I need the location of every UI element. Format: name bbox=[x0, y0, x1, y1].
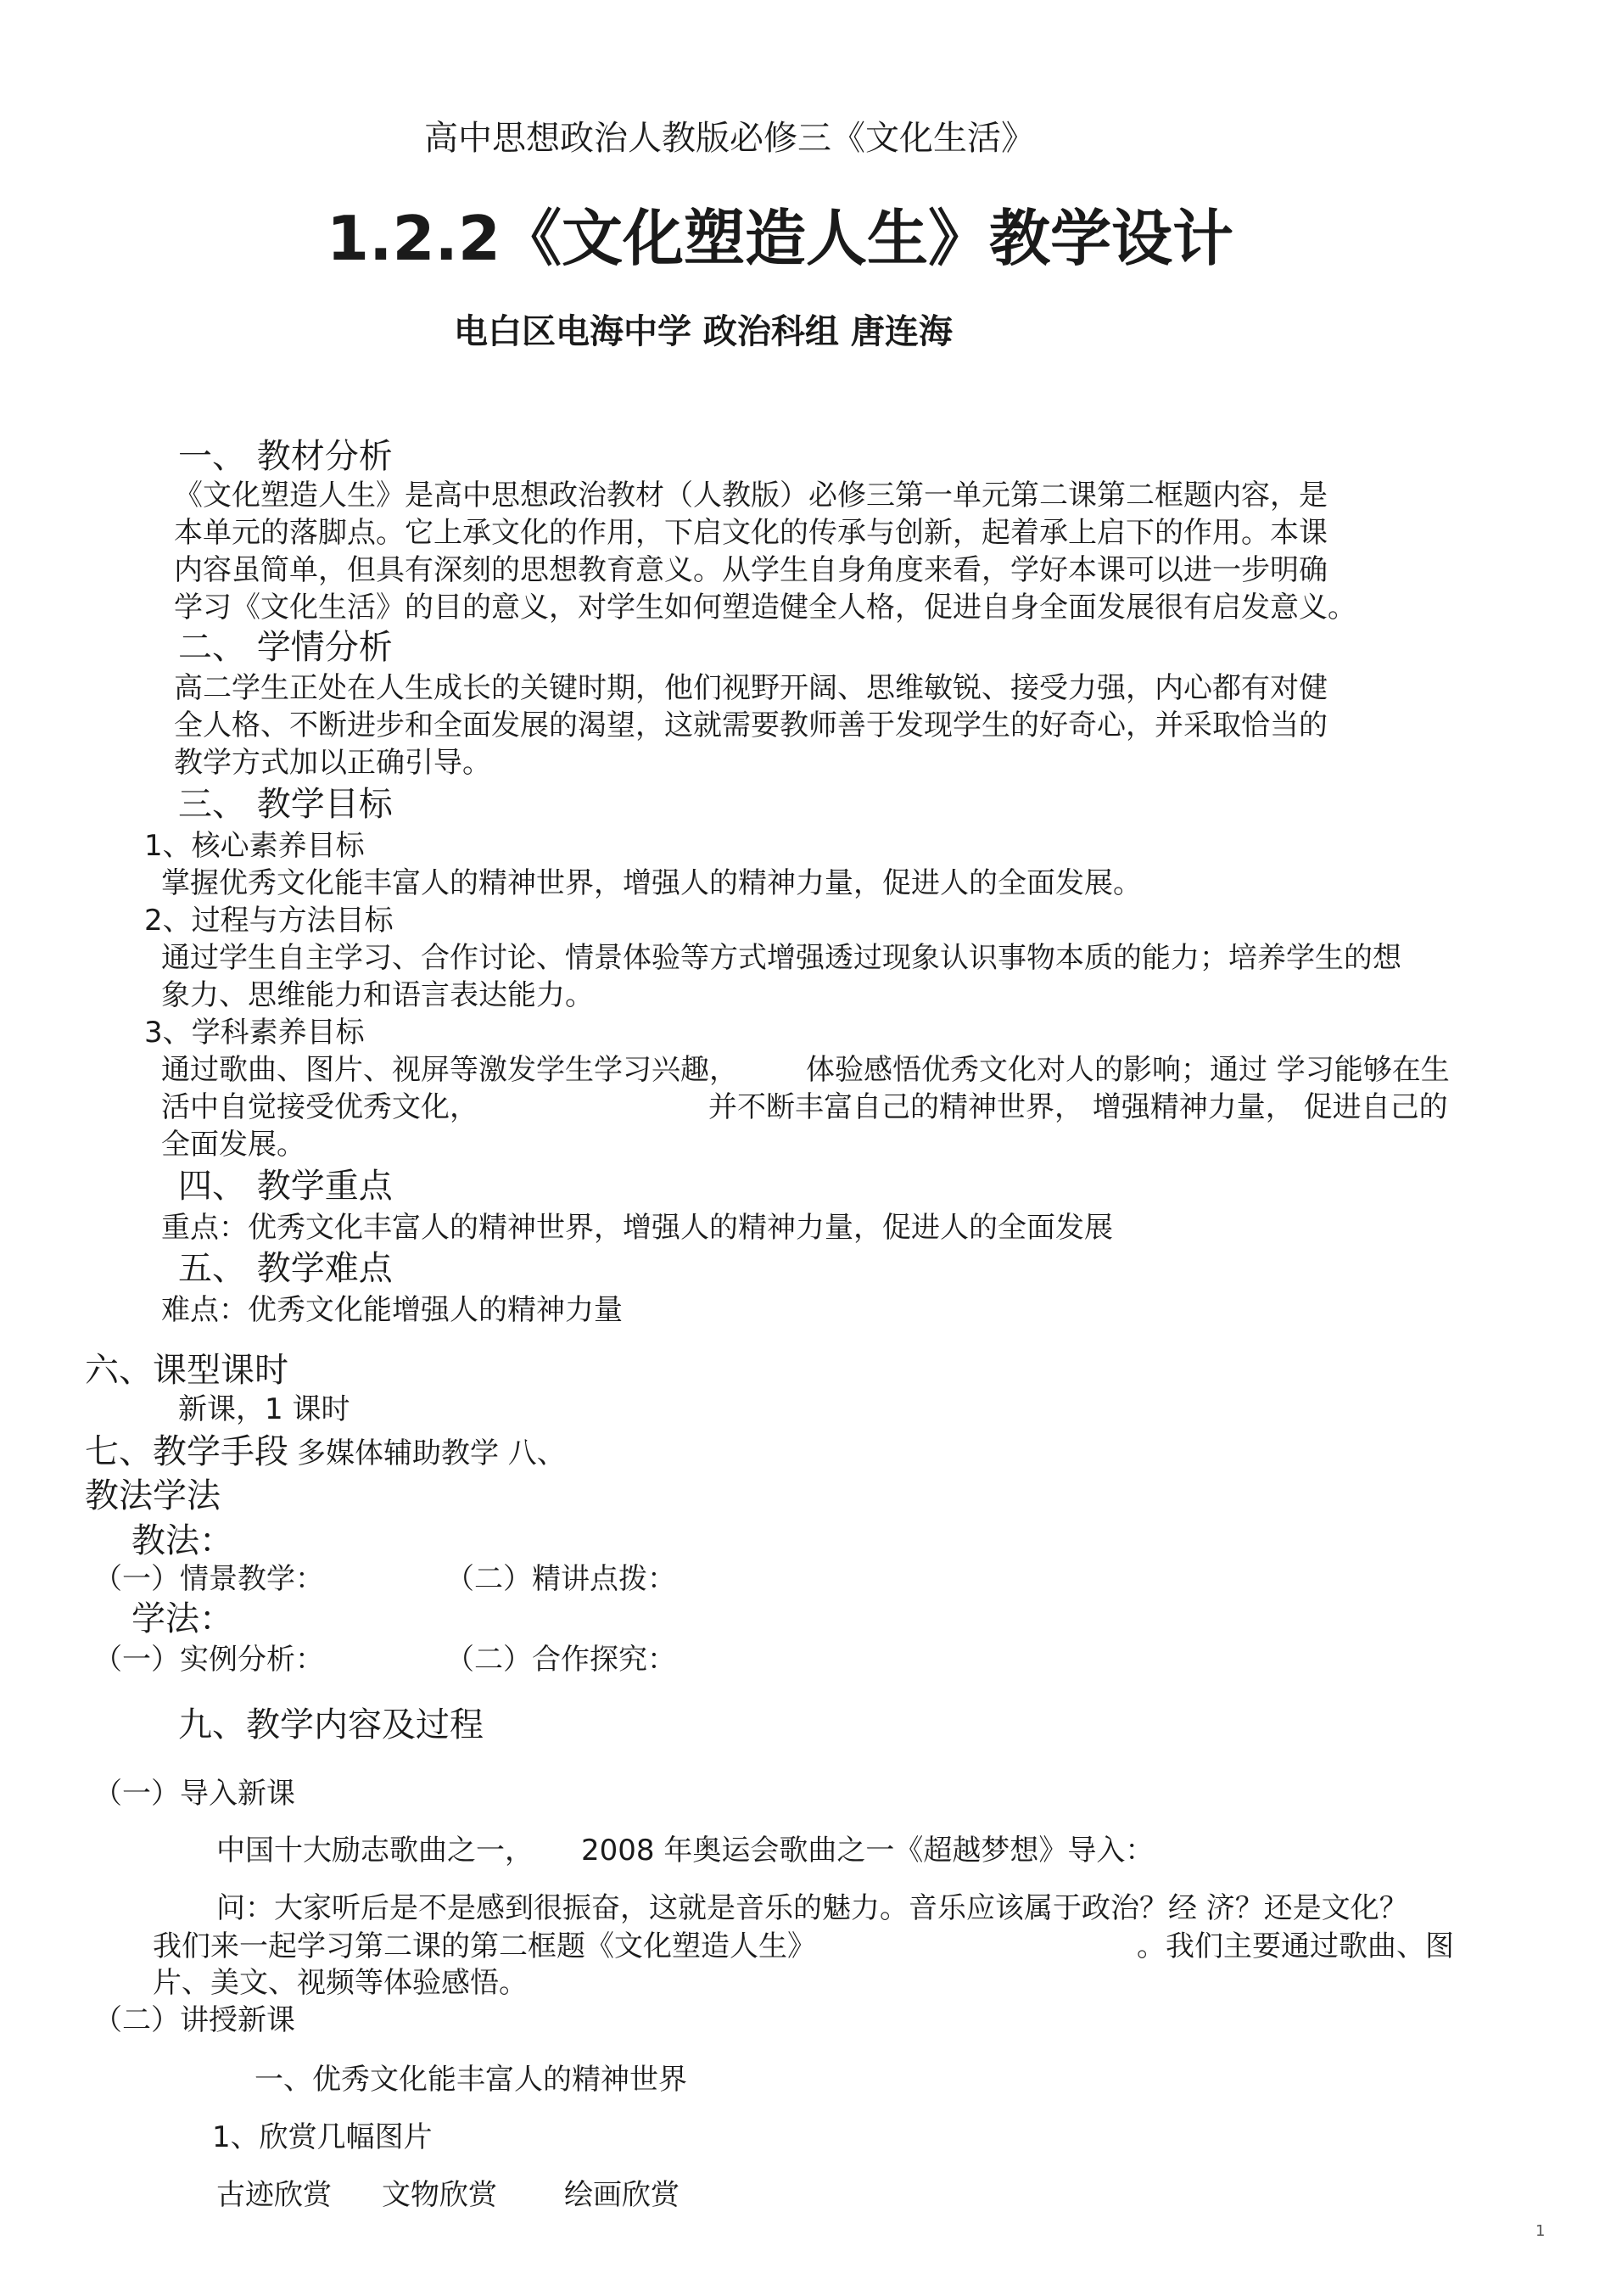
jiaofa-label: 教法： bbox=[131, 1521, 233, 1560]
s1-line-1: 《文化塑造人生》是高中思想政治教材（人教版）必修三第一单元第二课第二框题内容，是 bbox=[174, 479, 1328, 512]
section-8-heading: 教法学法 bbox=[85, 1476, 221, 1515]
goal-1-title: 1、核心素养目标 bbox=[144, 829, 365, 863]
intro-line-b: 2008 年奥运会歌曲之一《超越梦想》导入： bbox=[581, 1834, 1155, 1868]
s2-line-1: 高二学生正处在人生成长的关键时期，他们视野开阔、思维敏锐、接受力强，内心都有对健 bbox=[174, 671, 1328, 705]
intro-line-a: 中国十大励志歌曲之一， bbox=[216, 1834, 534, 1868]
subsection-1-1: 1、欣赏几幅图片 bbox=[212, 2120, 433, 2154]
s2-line-2: 全人格、不断进步和全面发展的渴望，这就需要教师善于发现学生的好奇心，并采取恰当的 bbox=[174, 708, 1328, 742]
section-5-heading: 五、 教学难点 bbox=[178, 1249, 393, 1288]
section-7-text: 多媒体辅助教学 八、 bbox=[297, 1436, 566, 1470]
question-line-2b: 。我们主要通过歌曲、图 bbox=[1137, 1929, 1454, 1963]
section-6-heading: 六、课型课时 bbox=[85, 1351, 288, 1390]
section-3-heading: 三、 教学目标 bbox=[178, 785, 393, 824]
new-lesson-title: （二）讲授新课 bbox=[93, 2003, 295, 2037]
goal-3-title: 3、学科素养目标 bbox=[144, 1016, 365, 1050]
page-number: 1 bbox=[1535, 2222, 1546, 2240]
s1-line-3: 内容虽简单，但具有深刻的思想教育意义。从学生自身角度来看，学好本课可以进一步明确 bbox=[174, 553, 1328, 587]
question-line-1: 问：大家听后是不是感到很振奋，这就是音乐的魅力。音乐应该属于政治？经 济？还是文化？ bbox=[216, 1891, 1408, 1925]
goal-3-line-3: 全面发展。 bbox=[161, 1128, 305, 1162]
top-title: 高中思想政治人教版必修三《文化生活》 bbox=[424, 119, 1035, 158]
section-9-heading: 九、教学内容及过程 bbox=[178, 1705, 484, 1744]
goal-2-line-1: 通过学生自主学习、合作讨论、情景体验等方式增强透过现象认识事物本质的能力；培养学生的想 bbox=[161, 941, 1401, 975]
section-7-heading: 七、教学手段 bbox=[85, 1432, 288, 1471]
goal-3-line-1a: 通过歌曲、图片、视屏等激发学生学习兴趣， bbox=[161, 1053, 738, 1087]
lesson-type-line: 新课，1 课时 bbox=[178, 1392, 350, 1426]
xuefa-item-2: （二）合作探究： bbox=[445, 1643, 676, 1677]
goal-1-line-1: 掌握优秀文化能丰富人的精神世界，增强人的精神力量，促进人的全面发展。 bbox=[161, 866, 1142, 900]
goal-3-line-2b: 并不断丰富自己的精神世界， 增强精神力量， 促进自己的 bbox=[708, 1090, 1448, 1124]
xuefa-item-1: （一）实例分析： bbox=[93, 1643, 324, 1677]
item-artifacts: 文物欣赏 bbox=[382, 2178, 497, 2212]
goal-2-title: 2、过程与方法目标 bbox=[144, 904, 394, 938]
question-line-2a: 我们来一起学习第二课的第二框题《文化塑造人生》 bbox=[153, 1929, 816, 1963]
s1-line-2: 本单元的落脚点。它上承文化的作用，下启文化的传承与创新，起着承上启下的作用。本课 bbox=[174, 516, 1328, 550]
subsection-1-title: 一、优秀文化能丰富人的精神世界 bbox=[254, 2063, 687, 2097]
question-line-3: 片、美文、视频等体验感悟。 bbox=[153, 1966, 528, 2000]
author-line: 电白区电海中学 政治科组 唐连海 bbox=[454, 312, 953, 351]
jiaofa-item-1: （一）情景教学： bbox=[93, 1562, 324, 1596]
item-paintings: 绘画欣赏 bbox=[564, 2178, 680, 2212]
section-2-heading: 二、 学情分析 bbox=[178, 628, 393, 667]
main-title: 1.2.2《文化塑造人生》教学设计 bbox=[327, 203, 1233, 274]
section-4-heading: 四、 教学重点 bbox=[178, 1167, 393, 1206]
goal-3-line-2a: 活中自觉接受优秀文化， bbox=[161, 1090, 478, 1124]
key-point-line: 重点：优秀文化丰富人的精神世界，增强人的精神力量，促进人的全面发展 bbox=[161, 1211, 1113, 1245]
s1-line-4: 学习《文化生活》的目的意义，对学生如何塑造健全人格，促进自身全面发展很有启发意义。 bbox=[174, 591, 1356, 624]
intro-title: （一）导入新课 bbox=[93, 1777, 295, 1811]
xuefa-label: 学法： bbox=[131, 1599, 233, 1638]
goal-2-line-2: 象力、思维能力和语言表达能力。 bbox=[161, 978, 594, 1012]
s2-line-3: 教学方式加以正确引导。 bbox=[174, 746, 491, 780]
section-1-heading: 一、 教材分析 bbox=[178, 437, 393, 476]
goal-3-line-1b: 体验感悟优秀文化对人的影响；通过 学习能够在生 bbox=[806, 1053, 1450, 1087]
jiaofa-item-2: （二）精讲点拨： bbox=[445, 1562, 676, 1596]
item-relics: 古迹欣赏 bbox=[216, 2178, 332, 2212]
difficulty-line: 难点：优秀文化能增强人的精神力量 bbox=[161, 1293, 623, 1327]
